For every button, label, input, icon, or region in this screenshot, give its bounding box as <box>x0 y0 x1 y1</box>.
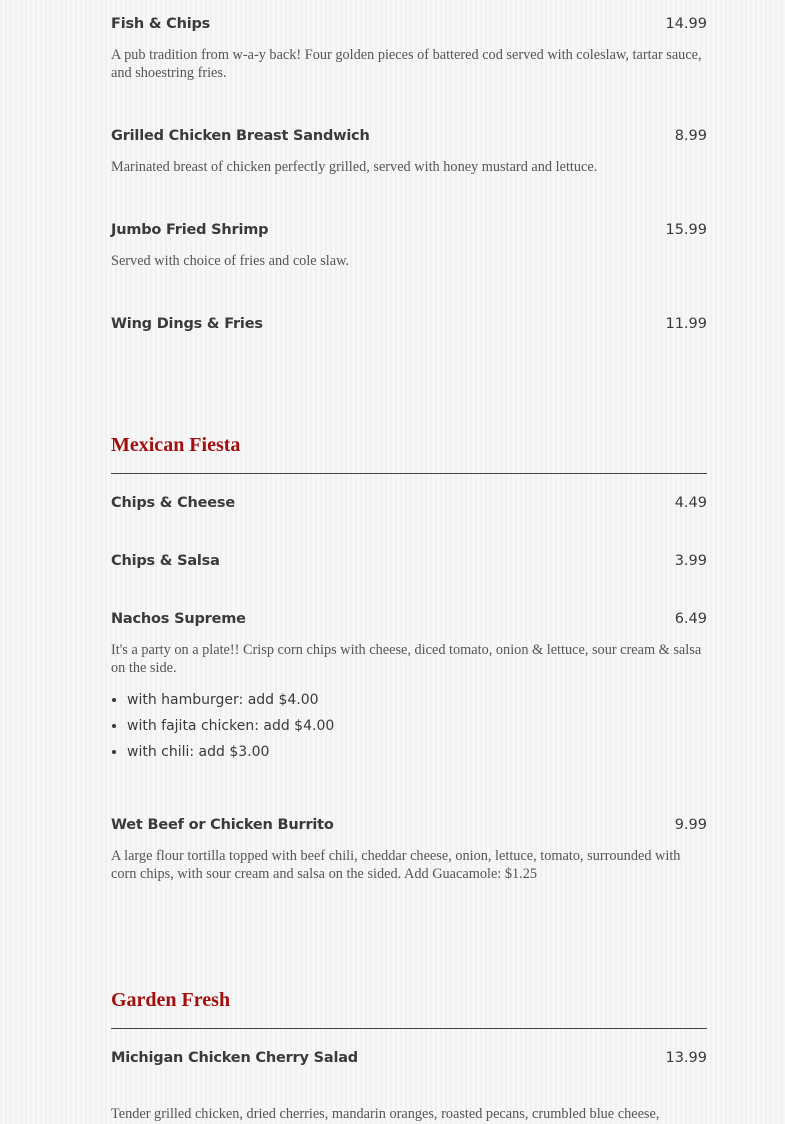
add-on-list <box>111 687 707 765</box>
item-price: 11.99 <box>665 316 707 332</box>
item-price: 3.99 <box>674 553 707 569</box>
item-price: 15.99 <box>665 222 707 238</box>
menu-item <box>111 222 707 270</box>
item-description: It's a party on a plate!! Crisp corn chips with cheese, diced tomato, onion & lettuce, sour cream & salsa on the side. <box>111 642 702 676</box>
add-on-option: • with fajita chicken: add $4.00 <box>127 713 707 739</box>
menu-item <box>111 817 707 883</box>
add-on-option: • with chili: add $3.00 <box>127 739 707 765</box>
menu-item <box>111 495 707 517</box>
item-name: Jumbo Fried Shrimp <box>111 222 269 238</box>
item-description: A pub tradition from w-a-y back! Four golden pieces of battered cod served with coleslaw, tartar sauce, and shoestring fries. <box>111 47 702 81</box>
item-price: 9.99 <box>674 817 707 833</box>
item-name: Wet Beef or Chicken Burrito <box>111 817 334 833</box>
item-name: Chips & Cheese <box>111 495 235 511</box>
menu-item <box>111 16 707 82</box>
item-price: 14.99 <box>665 16 707 32</box>
section-title: Garden Fresh <box>111 989 707 1029</box>
item-name: Wing Dings & Fries <box>111 316 263 332</box>
item-price: 13.99 <box>665 1050 707 1066</box>
item-description: Tender grilled chicken, dried cherries, mandarin oranges, roasted pecans, crumbled blue cheese, <box>111 1106 660 1122</box>
menu-item <box>111 128 707 176</box>
add-on-option: • with hamburger: add $4.00 <box>127 687 707 713</box>
menu-item <box>111 316 707 338</box>
menu-item <box>111 611 707 765</box>
item-name: Michigan Chicken Cherry Salad <box>111 1050 358 1066</box>
item-name: Nachos Supreme <box>111 611 246 627</box>
section-title: Mexican Fiesta <box>111 434 707 474</box>
item-price: 6.49 <box>674 611 707 627</box>
menu-item <box>111 1050 707 1123</box>
item-price: 4.49 <box>674 495 707 511</box>
item-name: Fish & Chips <box>111 16 211 32</box>
item-description: Marinated breast of chicken perfectly grilled, served with honey mustard and lettuce. <box>111 159 598 175</box>
item-price: 8.99 <box>674 128 707 144</box>
item-description: Served with choice of fries and cole slaw. <box>111 253 350 269</box>
item-name: Chips & Salsa <box>111 553 220 569</box>
menu-item <box>111 553 707 575</box>
item-description: A large flour tortilla topped with beef chili, cheddar cheese, onion, lettuce, tomato, surrounded with corn chips, with sour cream and salsa on the sided. Add Guacamole: $1.25 <box>111 848 681 882</box>
item-name: Grilled Chicken Breast Sandwich <box>111 128 370 144</box>
